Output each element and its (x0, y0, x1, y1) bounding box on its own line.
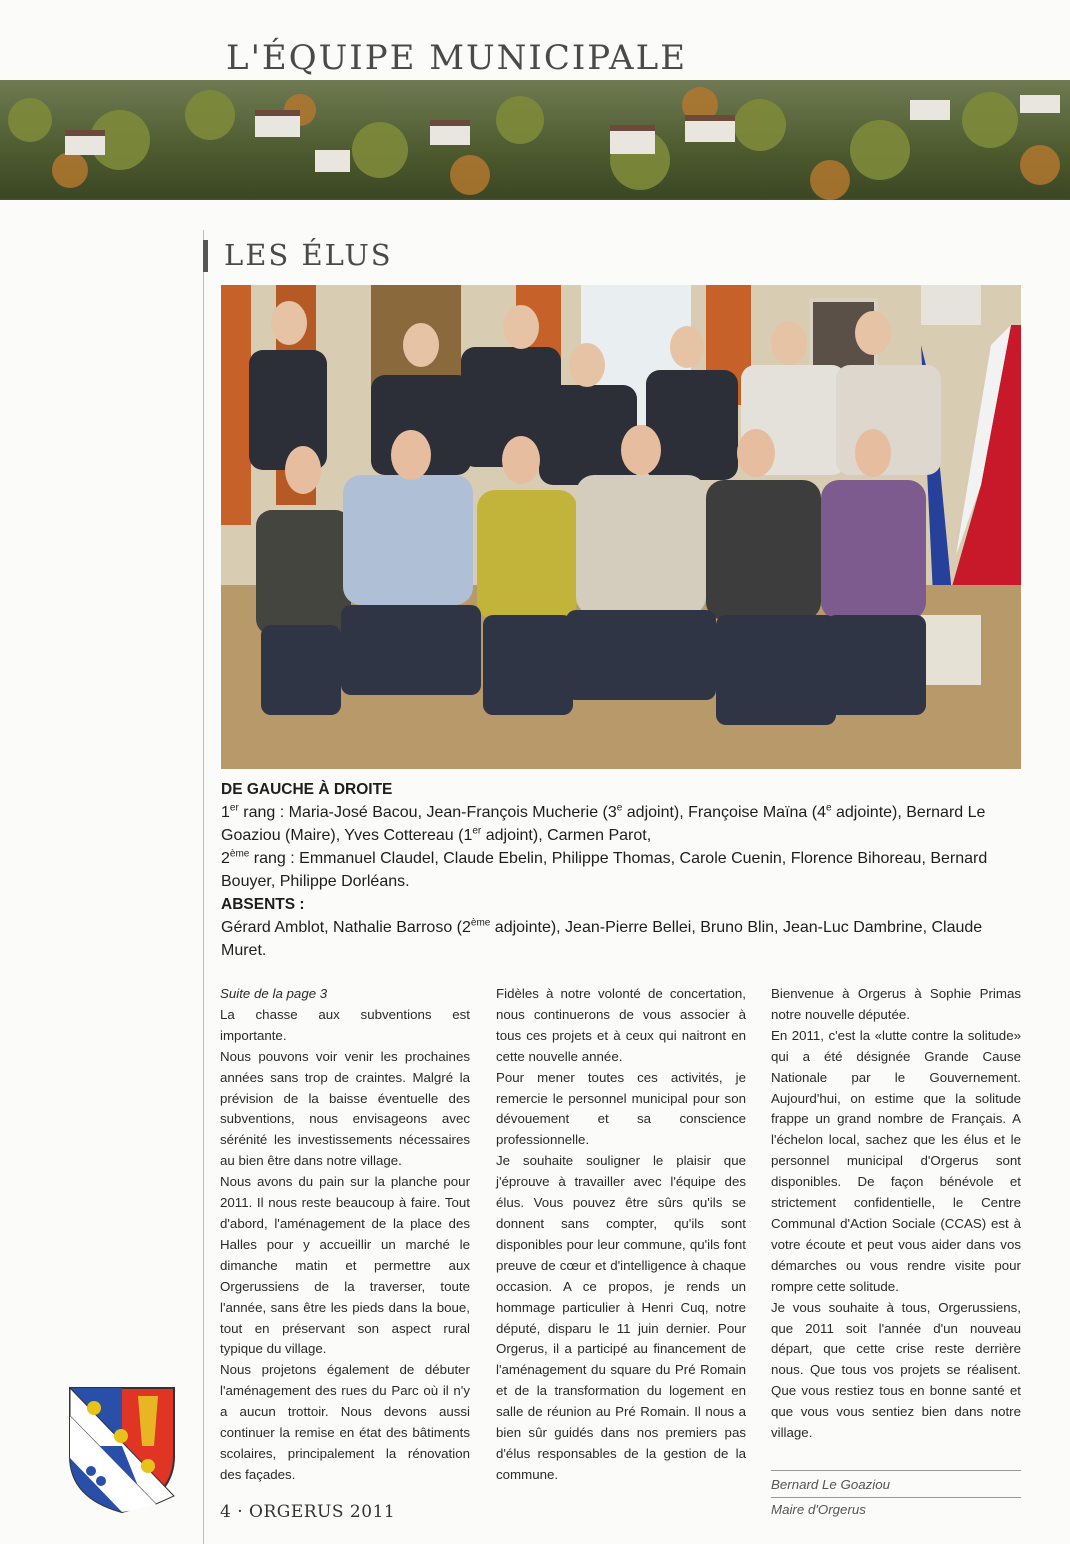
article-paragraph: Bienvenue à Orgerus à Sophie Primas notre nouvelle députée. (771, 986, 1021, 1022)
group-photo (221, 285, 1021, 769)
section-marker (203, 240, 208, 272)
article-column-3 (771, 984, 1021, 1520)
photo-caption (221, 778, 1026, 962)
article-column-2 (496, 984, 746, 1486)
signature-role: Maire d'Orgerus (771, 1501, 866, 1517)
signature-rule (771, 1470, 1021, 1471)
article-paragraph: Nous avons du pain sur la planche pour 2011. Il nous reste beaucoup à faire. Tout d'abord, l'aménagement de la place des Halles pour y accueillir un marché le dimanche matin et permettre aux Orgerussiens de la traverser, toute l'année, sans être les pieds dans la boue, tout en préservant son aspect rural typique du village. (220, 1174, 470, 1357)
continued-from-note: Suite de la page 3 (220, 986, 328, 1001)
coat-of-arms-icon (66, 1386, 178, 1514)
caption-heading: DE GAUCHE À DROITE (221, 781, 393, 798)
caption-row-1: 1er rang : Maria-José Bacou, Jean-François Mucherie (3e adjoint), Françoise Maïna (4e adjointe), Bernard Le Goaziou (Maire), Yves Cottereau (1er adjoint), Carmen Parot, (221, 802, 986, 844)
left-margin-rule (203, 230, 204, 1544)
aerial-village-banner (0, 80, 1070, 220)
article-paragraph: La chasse aux subventions est importante. (220, 1006, 470, 1043)
article-paragraph: Fidèles à notre volonté de concertation, nous continuerons de vous associer à tous ces projets et à ceux qui naitront en cette nouvelle année. (496, 986, 746, 1064)
article-column-1 (220, 984, 470, 1486)
article-paragraph: Nous projetons également de débuter l'aménagement des rues du Parc où il n'y a aucun trottoir. Nous devons aussi continuer la remise en état des bâtiments scolaires, principalement la rénovation des façades. (220, 1362, 470, 1482)
page-header-title: L'ÉQUIPE MUNICIPALE (226, 38, 688, 78)
absents-heading: ABSENTS : (221, 896, 305, 913)
article-paragraph: Je vous souhaite à tous, Orgerussiens, que 2011 soit l'année d'un nouveau départ, que cette crise reste derrière nous. Que tous vos projets se réalisent. Que vous restiez tous en bonne santé et que vous vous sentiez bien dans notre village. (771, 1299, 1021, 1441)
article-paragraph: Pour mener toutes ces activités, je remercie le personnel municipal pour son dévouement et sa conscience professionnelle. (496, 1069, 746, 1148)
article-paragraph: En 2011, c'est la «lutte contre la solitude» qui a été désignée Grande Cause Nationale par le Gouvernement. Aujourd'hui, on estime que la solitude frappe un grand nombre de Français. A l'échelon local, sachez que les élus et le personnel municipal d'Orgerus sont disponibles. De façon bénévole et strictement confidentielle, le Centre Communal d'Action Sociale (CCAS) est à votre écoute et peut vous aider dans vos démarches ou vous rendre visite pour rompre cette solitude. (771, 1027, 1021, 1294)
caption-row-2: 2ème rang : Emmanuel Claudel, Claude Ebelin, Philippe Thomas, Carole Cuenin, Florence Bihoreau, Bernard Bouyer, Philippe Dorléans. (221, 848, 988, 890)
signature-name: Bernard Le Goaziou (771, 1476, 891, 1492)
article-paragraph: Nous pouvons voir venir les prochaines années sans trop de craintes. Malgré la prévision de la baisse éventuelle des subventions, nous envisageons avec sérénité les investissements nécessaires au bien être dans notre village. (220, 1048, 470, 1169)
absents-list: Gérard Amblot, Nathalie Barroso (2ème adjointe), Jean-Pierre Bellei, Bruno Blin, Jean-Luc Dambrine, Claude Muret. (221, 917, 983, 959)
page-footer: 4 · ORGERUS 2011 (220, 1502, 396, 1522)
article-paragraph: Je souhaite souligner le plaisir que j'éprouve à travailler avec l'équipe des élus. Vous pouvez être sûrs qu'ils se donnent sans compter, qu'ils sont disponibles pour leur commune, qu'ils font preuve de cœur et d'intelligence à chaque occasion. A ce propos, je rends un hommage particulier à Henri Cuq, notre député, disparu le 11 juin dernier. Pour Orgerus, il a participé au financement de l'aménagement du square du Pré Romain et de la transformation du logement en salle de réunion au Pré Romain. Il nous a bien sûr guidés dans nos premiers pas d'élus responsables de la gestion de la commune. (496, 1153, 746, 1482)
signature-rule (771, 1497, 1021, 1498)
section-title: LES ÉLUS (224, 238, 393, 272)
